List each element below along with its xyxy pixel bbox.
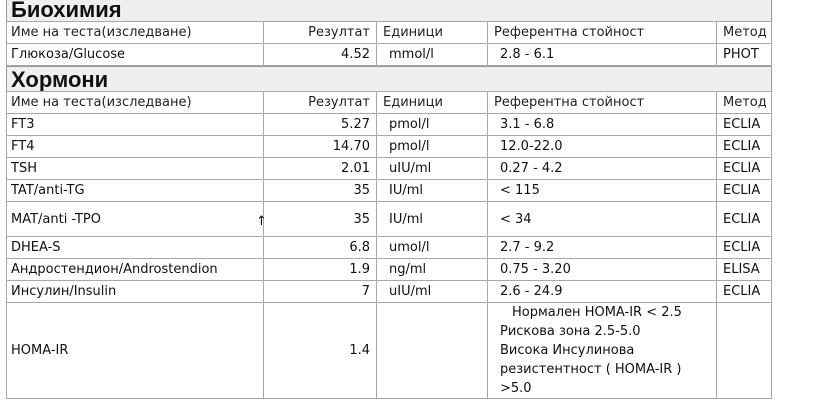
test-name: HOMA-IR — [7, 303, 264, 399]
col-header-result: Резултат — [264, 92, 377, 114]
col-header-reference: Референтна стойност — [488, 92, 717, 114]
table-row — [7, 136, 772, 158]
table-row — [7, 180, 772, 202]
test-reference: < 34 — [488, 202, 717, 237]
test-reference: 2.8 - 6.1 — [488, 44, 717, 66]
test-result: 35 — [264, 180, 377, 202]
test-reference-multiline — [488, 303, 717, 399]
test-method: ECLIA — [717, 180, 772, 202]
col-header-units: Единици — [377, 22, 488, 44]
test-name: MAT/anti -TPO — [7, 202, 264, 237]
reference-line: Рискова зона 2.5-5.0 — [500, 324, 641, 339]
reference-line: Висока Инсулинова — [500, 343, 635, 358]
test-name: Инсулин/Insulin — [7, 281, 264, 303]
col-header-name: Име на теста(изследване) — [7, 92, 264, 114]
col-header-units: Единици — [377, 92, 488, 114]
test-units — [377, 303, 488, 399]
test-method: ECLIA — [717, 202, 772, 237]
table-row — [7, 281, 772, 303]
test-result: 2.01 — [264, 158, 377, 180]
test-units: mmol/l — [377, 44, 488, 66]
test-result: 6.8 — [264, 237, 377, 259]
col-header-result: Резултат — [264, 22, 377, 44]
test-method: ECLIA — [717, 136, 772, 158]
test-reference: 2.7 - 9.2 — [488, 237, 717, 259]
test-units: IU/ml — [377, 180, 488, 202]
test-method: ECLIA — [717, 114, 772, 136]
biochemistry-table — [6, 21, 772, 66]
table-row — [7, 44, 772, 66]
test-result: 1.4 — [264, 303, 377, 399]
table-row — [7, 259, 772, 281]
test-name: FT3 — [7, 114, 264, 136]
test-reference: 12.0-22.0 — [488, 136, 717, 158]
test-method: ECLIA — [717, 237, 772, 259]
reference-line: Нормален HOMA-IR < 2.5 — [512, 305, 682, 320]
hormones-table — [6, 91, 772, 399]
section-title-biochemistry: Биохимия — [6, 0, 772, 21]
section-title-hormones: Хормони — [6, 66, 772, 91]
test-units: ng/ml — [377, 259, 488, 281]
test-units: IU/ml — [377, 202, 488, 237]
test-method — [717, 303, 772, 399]
test-name: Глюкоза/Glucose — [7, 44, 264, 66]
test-method: ECLIA — [717, 158, 772, 180]
col-header-reference: Референтна стойност — [488, 22, 717, 44]
table-row — [7, 202, 772, 237]
test-units: uIU/ml — [377, 281, 488, 303]
table-row — [7, 237, 772, 259]
test-name: Андростендион/Androstendion — [7, 259, 264, 281]
test-result: 1.9 — [264, 259, 377, 281]
col-header-method: Метод — [717, 92, 772, 114]
test-method: PHOT — [717, 44, 772, 66]
reference-line: >5.0 — [500, 381, 532, 396]
test-name: DHEA-S — [7, 237, 264, 259]
col-header-method: Метод — [717, 22, 772, 44]
test-units: umol/l — [377, 237, 488, 259]
test-reference: 0.27 - 4.2 — [488, 158, 717, 180]
reference-line: резистентност ( HOMA-IR ) — [500, 362, 682, 377]
test-method: ECLIA — [717, 281, 772, 303]
test-reference: < 115 — [488, 180, 717, 202]
test-reference: 2.6 - 24.9 — [488, 281, 717, 303]
test-units: uIU/ml — [377, 158, 488, 180]
test-name: FT4 — [7, 136, 264, 158]
test-method: ELISA — [717, 259, 772, 281]
table-header-row — [7, 92, 772, 114]
test-result: 4.52 — [264, 44, 377, 66]
test-result: 35 — [264, 202, 377, 237]
table-row — [7, 114, 772, 136]
test-name: TSH — [7, 158, 264, 180]
test-name: TAT/anti-TG — [7, 180, 264, 202]
col-header-name: Име на теста(изследване) — [7, 22, 264, 44]
table-row — [7, 158, 772, 180]
test-units: pmol/l — [377, 136, 488, 158]
table-row-homa-ir — [7, 303, 772, 399]
test-reference: 3.1 - 6.8 — [488, 114, 717, 136]
test-result: 5.27 — [264, 114, 377, 136]
test-units: pmol/l — [377, 114, 488, 136]
test-reference: 0.75 - 3.20 — [488, 259, 717, 281]
lab-report — [6, 0, 772, 399]
test-result: 7 — [264, 281, 377, 303]
table-header-row — [7, 22, 772, 44]
test-result: 14.70 — [264, 136, 377, 158]
up-arrow-icon: ↑ — [256, 214, 267, 229]
